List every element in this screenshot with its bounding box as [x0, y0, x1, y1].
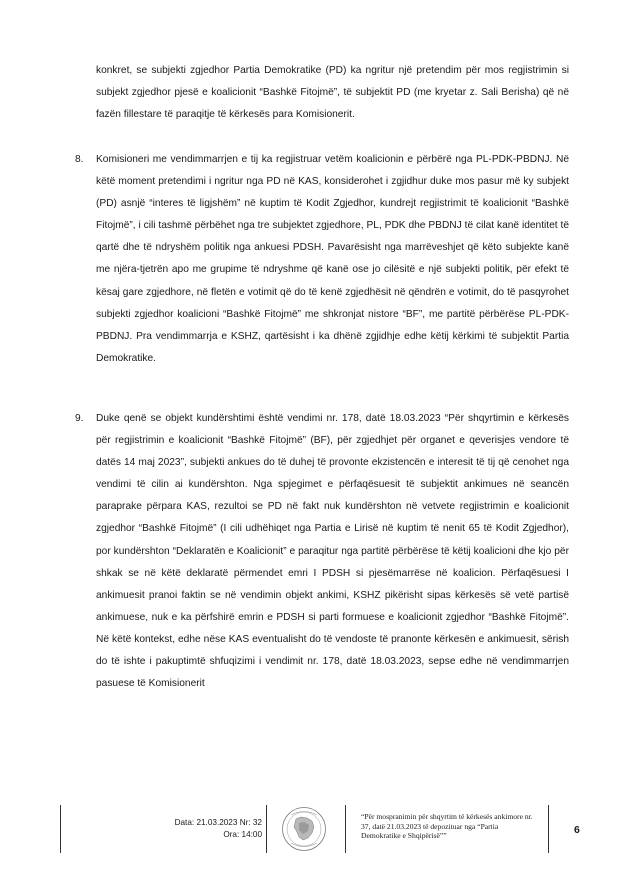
- footer-title-line: “Për mospranimin për shqyrtim të kërkesës ankimore nr.: [361, 812, 533, 821]
- footer-title-line: 37, datë 21.03.2023 të depozituar nga “Partia: [361, 821, 499, 831]
- footer-date: Data: 21.03.2023 Nr: 32: [174, 818, 262, 827]
- paragraph-8: Komisioneri me vendimmarrjen e tij ka regjistruar vetëm koalicionin e përbërë nga PL-PDK-PBDNJ. Në këtë moment pretendimi i ngritur nga PD në KAS, konsiderohet i zgjidhur duke mos pasur më ky subjekt (PD) asnjë “interes të ligjshëm” në kuptim të Kodit Zgjedhor, kundrejt regjistrimit të koalicionit “Bashkë Fitojmë”, i cili tashmë përbëhet nga tre subjektet zgjedhore, PL, PDK dhe PBDNJ të cilat kanë identitet të qartë dhe të ndryshëm politik nga ankuesi PDSH. Pavarësisht nga marrëveshjet që këto subjekte kanë me njëra-tjetrën apo me grupime të ndryshme që kanë ose jo cilësitë e një subjekti politik, për efekt të kësaj gare zgjedhore, në fletën e votimit që do të kenë zgjedhësit në qëndrën e votimit, do të pasqyrohet subjekti zgjedhor koalicioni “Bashkë Fitojmë” me shkronjat nistore “BF”, me partitë përbërëse PL-PDK-PBDNJ. Pra vendimmarrja e KSHZ, qartësisht i ka dhënë zgjidhje edhe këtij kërkimi të subjektit Partia Demokratike.: [96, 154, 569, 364]
- paragraph-number-8: 8.: [75, 154, 84, 165]
- footer-date-block: [140, 817, 262, 841]
- paragraph-number-9: 9.: [75, 413, 84, 424]
- footer-decision-title: [361, 812, 545, 841]
- footer-divider: [345, 805, 346, 853]
- paragraph-9: Duke qenë se objekt kundërshtimi është vendimi nr. 178, datë 18.03.2023 “Për shqyrtimin e kërkesës për regjistrimin e koalicionit “Bashkë Fitojmë” (BF), për zgjedhjet për organet e qeverisjes vendore të datës 14 maj 2023”, subjekti ankues do të duhej të provonte ekzistencën e interesit të tij që cenohet nga vendimi të cilin ai kundërshton. Nga spjegimet e përfaqësuesit të subjektit ankimues në seancën paraprake përpara KAS, rezultoi se PD në fakt nuk kundërshton në vetvete regjistrimin e koalicionit zgjedhor “Bashkë Fitojmë” (I cili udhëhiqet nga Partia e Lirisë në kuptim të nenit 65 të Kodit Zgjedhor), por kundërshton “Deklaratën e Koalicionit” e paraqitur nga partitë përbërëse të këtij koalicioni dhe kjo për shkak se në këtë deklaratë përmendet emri I PDSH si pjesëmarrëse në koalicion. Përfaqësuesi I ankimuesit pranoi faktin se në vendimin objekt ankimi, KSHZ pikërisht sipas kërkesës së vetë partisë ankimuese, nuk e ka përfshirë emrin e PDSH si parti formuese e koalicionit zgjedhor “Bashkë Fitojmë”. Në këtë kontekst, edhe nëse KAS eventualisht do të vendoste të pranonte kërkesën e ankimuesit, sërish do të ishte i pakuptimtë shfuqizimi i vendimit nr. 178, datë 18.03.2023, sepse edhe në vendimmarrjen pasuese të Komisionerit: [96, 413, 569, 690]
- intro-paragraph: konkret, se subjekti zgjedhor Partia Demokratike (PD) ka ngritur një pretendim për mos regjistrimin si subjekt zgjedhor pjesë e koalicionit “Bashkë Fitojmë”, të subjektit PD (me kryetar z. Sali Berisha) që në fazën fillestare të paraqitje të kërkesës para Komisionerit.: [96, 65, 569, 121]
- footer-divider: [60, 805, 61, 853]
- seal-icon: [281, 806, 327, 852]
- page-number: 6: [574, 824, 580, 836]
- footer-divider: [266, 805, 267, 853]
- footer-divider: [548, 805, 549, 853]
- footer-time: Ora: 14:00: [223, 830, 262, 839]
- footer-title-line: Demokratike e Shqipërisë””: [361, 831, 447, 841]
